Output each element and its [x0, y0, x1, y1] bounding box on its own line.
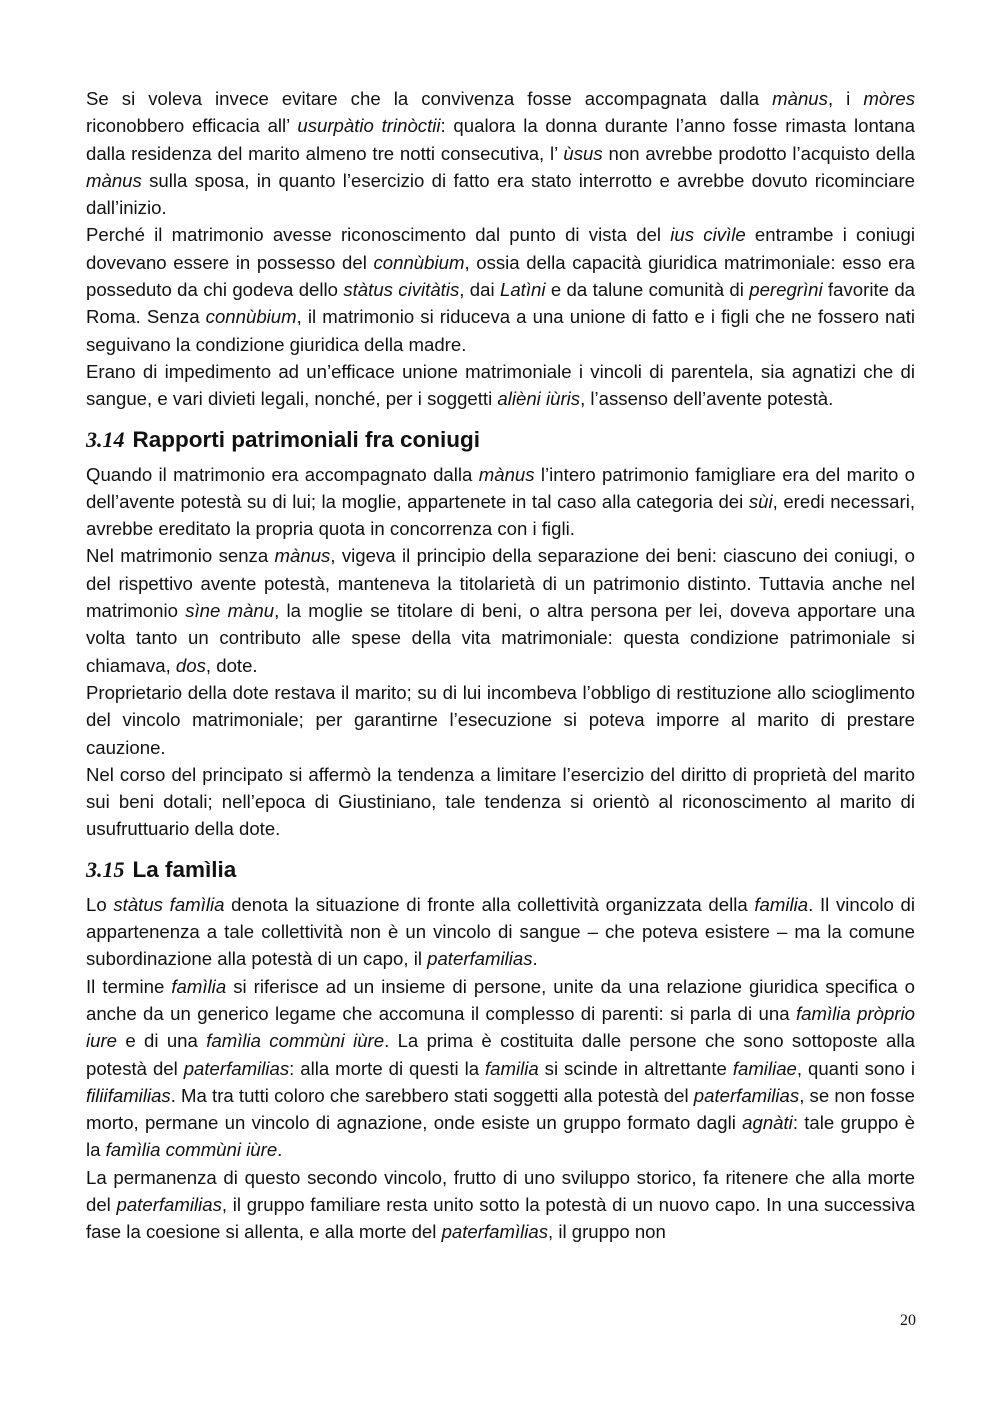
- text-run: , il gruppo familiare resta unito sotto la potestà di un nuovo capo. In una successiva fase la coesione si allenta, e alla morte del: [86, 1193, 915, 1243]
- text-run: e da talune comunità di: [545, 279, 750, 301]
- text-run: La permanenza di questo secondo vincolo, frutto di uno sviluppo storico, fa ritenere che alla morte del: [86, 1166, 915, 1215]
- text-run: Lo: [86, 893, 114, 915]
- text-run: , vigeva il principio della separazione dei beni: ciascuno dei coniugi, o del rispettivo avente potestà, manteneva la titolarietà di un patrimonio distinto. Tuttavia anche nel matrimonio: [86, 545, 915, 622]
- italic-term: paterfamilias: [116, 1193, 222, 1215]
- italic-term: famìlia commùni iùre: [206, 1030, 385, 1052]
- italic-term: famìlia commùni iùre: [105, 1139, 278, 1161]
- italic-term: paterfamìlias: [441, 1221, 549, 1243]
- text-run: : alla morte di questi la: [289, 1057, 485, 1079]
- italic-term: ùsus: [563, 142, 603, 164]
- italic-term: connùbium: [205, 306, 297, 328]
- italic-term: familiae: [732, 1057, 797, 1079]
- italic-term: connùbium: [373, 251, 465, 273]
- text-run: : tale gruppo è la: [86, 1112, 915, 1161]
- text-run: , dai: [459, 279, 500, 301]
- text-run: si riferisce ad un insieme di persone, unite da una relazione giuridica specifica o anche da un generico legame che accomuna il complesso di parenti: si parla di una: [86, 975, 915, 1024]
- text-run: sulla sposa, in quanto l’esercizio di fatto era stato interrotto e avrebbe dovuto ricominciare dall’inizio.: [86, 169, 915, 219]
- italic-term: mànus: [772, 88, 828, 109]
- text-run: Perché il matrimonio avesse riconoscimento dal punto di vista del: [86, 224, 671, 246]
- text-run: , ossia della capacità giuridica matrimoniale: esso era posseduto da chi godeva dello: [86, 251, 915, 301]
- text-run: , se non fosse morto, permane un vincolo di agnazione, onde esiste un gruppo formato dagli: [86, 1084, 915, 1134]
- text-run: Nel corso del principato si affermò la tendenza a limitare l’esercizio del diritto di proprietà del marito sui beni dotali; nell’epoca di Giustiniano, tale tendenza si orientò al riconoscimento al marito di usufruttuario della dote.: [86, 763, 915, 840]
- italic-term: mànus: [478, 463, 535, 485]
- italic-term: sìne mànu: [185, 600, 275, 622]
- italic-term: familia: [754, 893, 809, 915]
- italic-term: Latìni: [499, 279, 546, 301]
- text-run: Quando il matrimonio era accompagnato dalla: [86, 463, 479, 485]
- text-run: , eredi necessari, avrebbe ereditato la propria quota in concorrenza con i figli.: [86, 490, 915, 540]
- italic-term: ius civìle: [670, 224, 746, 246]
- text-run: .: [277, 1139, 283, 1161]
- italic-term: agnàti: [742, 1112, 793, 1134]
- italic-term: peregrìni: [749, 279, 823, 301]
- paragraph: [86, 973, 915, 1164]
- text-run: non avrebbe prodotto l’acquisto della: [602, 142, 915, 164]
- paragraph: [86, 891, 915, 973]
- section-title: La famìlia: [132, 856, 237, 882]
- italic-term: filiifamilias: [86, 1084, 171, 1106]
- italic-term: mànus: [86, 169, 142, 191]
- paragraph: [86, 761, 915, 843]
- section-heading: [86, 855, 915, 885]
- text-run: Proprietario della dote restava il marito; su di lui incombeva l’obbligo di restituzione allo scioglimento del vincolo matrimoniale; per garantirne l’esecuzione si poteva imporre al marito di prestare cauzione.: [86, 681, 915, 758]
- text-run: . Ma tra tutti coloro che sarebbero stati soggetti alla potestà del: [170, 1084, 694, 1106]
- section-number: 3.15: [86, 856, 125, 882]
- paragraph: [86, 542, 915, 678]
- text-run: : qualora la donna durante l’anno fosse rimasta lontana dalla residenza del marito almeno tre notti consecutiva, l’: [86, 115, 915, 164]
- text-run: . La prima è costituita dalle persone che sono sottoposte alla potestà del: [86, 1030, 916, 1079]
- italic-term: mànus: [274, 545, 331, 567]
- text-run: , dote.: [205, 654, 258, 676]
- paragraph: [86, 461, 915, 543]
- italic-term: paterfamilias: [183, 1057, 290, 1079]
- text-run: , quanti sono i: [796, 1057, 916, 1079]
- text-run: Se si voleva invece evitare che la convivenza fosse accompagnata dalla: [86, 88, 773, 109]
- text-run: riconobbero efficacia all’: [86, 115, 298, 137]
- text-run: entrambe i coniugi dovevano essere in possesso del: [86, 224, 915, 273]
- page-body: [86, 85, 915, 1246]
- text-run: Nel matrimonio senza: [86, 545, 275, 567]
- text-run: denota la situazione di fronte alla collettività organizzata della: [224, 893, 755, 915]
- text-run: Il termine: [86, 975, 172, 997]
- text-run: .: [532, 948, 538, 970]
- text-run: , i: [827, 88, 864, 109]
- italic-term: usurpàtio trinòctii: [297, 115, 441, 137]
- section-heading: [86, 425, 915, 455]
- text-run: , la moglie se titolare di beni, o altra persona per lei, doveva apportare una volta tanto un contributo alle spese della vita matrimoniale: questa condizione patrimoniale si chiamava,: [86, 600, 915, 676]
- italic-term: dos: [175, 654, 206, 676]
- text-run: . Il vincolo di appartenenza a tale collettività non è un vincolo di sangue – che poteva esistere – ma la comune subordinazione alla potestà di un capo, il: [86, 893, 915, 970]
- text-run: l’intero patrimonio famigliare era del marito o dell’avente potestà su di lui; la moglie, appartenete in tal caso alla categoria dei: [86, 463, 915, 512]
- section-intro: [86, 85, 915, 413]
- text-run: favorite da Roma. Senza: [86, 279, 916, 328]
- page-number: 20: [900, 1312, 916, 1329]
- text-run: , il matrimonio si riduceva a una unione di fatto e i figli che ne fossero nati seguivano la condizione giuridica della madre.: [86, 306, 915, 355]
- text-run: , il gruppo non: [548, 1221, 666, 1243]
- text-run: e di una: [117, 1030, 207, 1052]
- paragraph: [86, 221, 915, 357]
- section-3-14: [86, 425, 915, 843]
- italic-term: sùi: [748, 490, 773, 512]
- italic-term: famìlia: [171, 975, 227, 997]
- italic-term: paterfamilias: [427, 948, 533, 970]
- section-3-15: [86, 855, 915, 1246]
- italic-term: stàtus famìlia: [113, 893, 225, 915]
- italic-term: familia: [485, 1057, 539, 1079]
- section-number: 3.14: [86, 426, 125, 452]
- text-run: si scinde in altrettante: [538, 1057, 733, 1079]
- italic-term: mòres: [863, 88, 915, 109]
- italic-term: stàtus civitàtis: [343, 279, 460, 301]
- paragraph: [86, 1164, 915, 1246]
- paragraph: [86, 679, 915, 761]
- text-run: Erano di impedimento ad un’efficace unione matrimoniale i vincoli di parentela, sia agnatizi che di sangue, e vari divieti legali, nonché, per i soggetti: [86, 360, 915, 410]
- italic-term: famìlia pròprio iure: [86, 1002, 916, 1052]
- text-run: , l’assenso dell’avente potestà.: [580, 388, 834, 410]
- paragraph: [86, 85, 915, 221]
- italic-term: alièni iùris: [497, 388, 581, 410]
- italic-term: paterfamilias: [693, 1084, 800, 1106]
- paragraph: [86, 358, 915, 413]
- section-title: Rapporti patrimoniali fra coniugi: [132, 426, 481, 452]
